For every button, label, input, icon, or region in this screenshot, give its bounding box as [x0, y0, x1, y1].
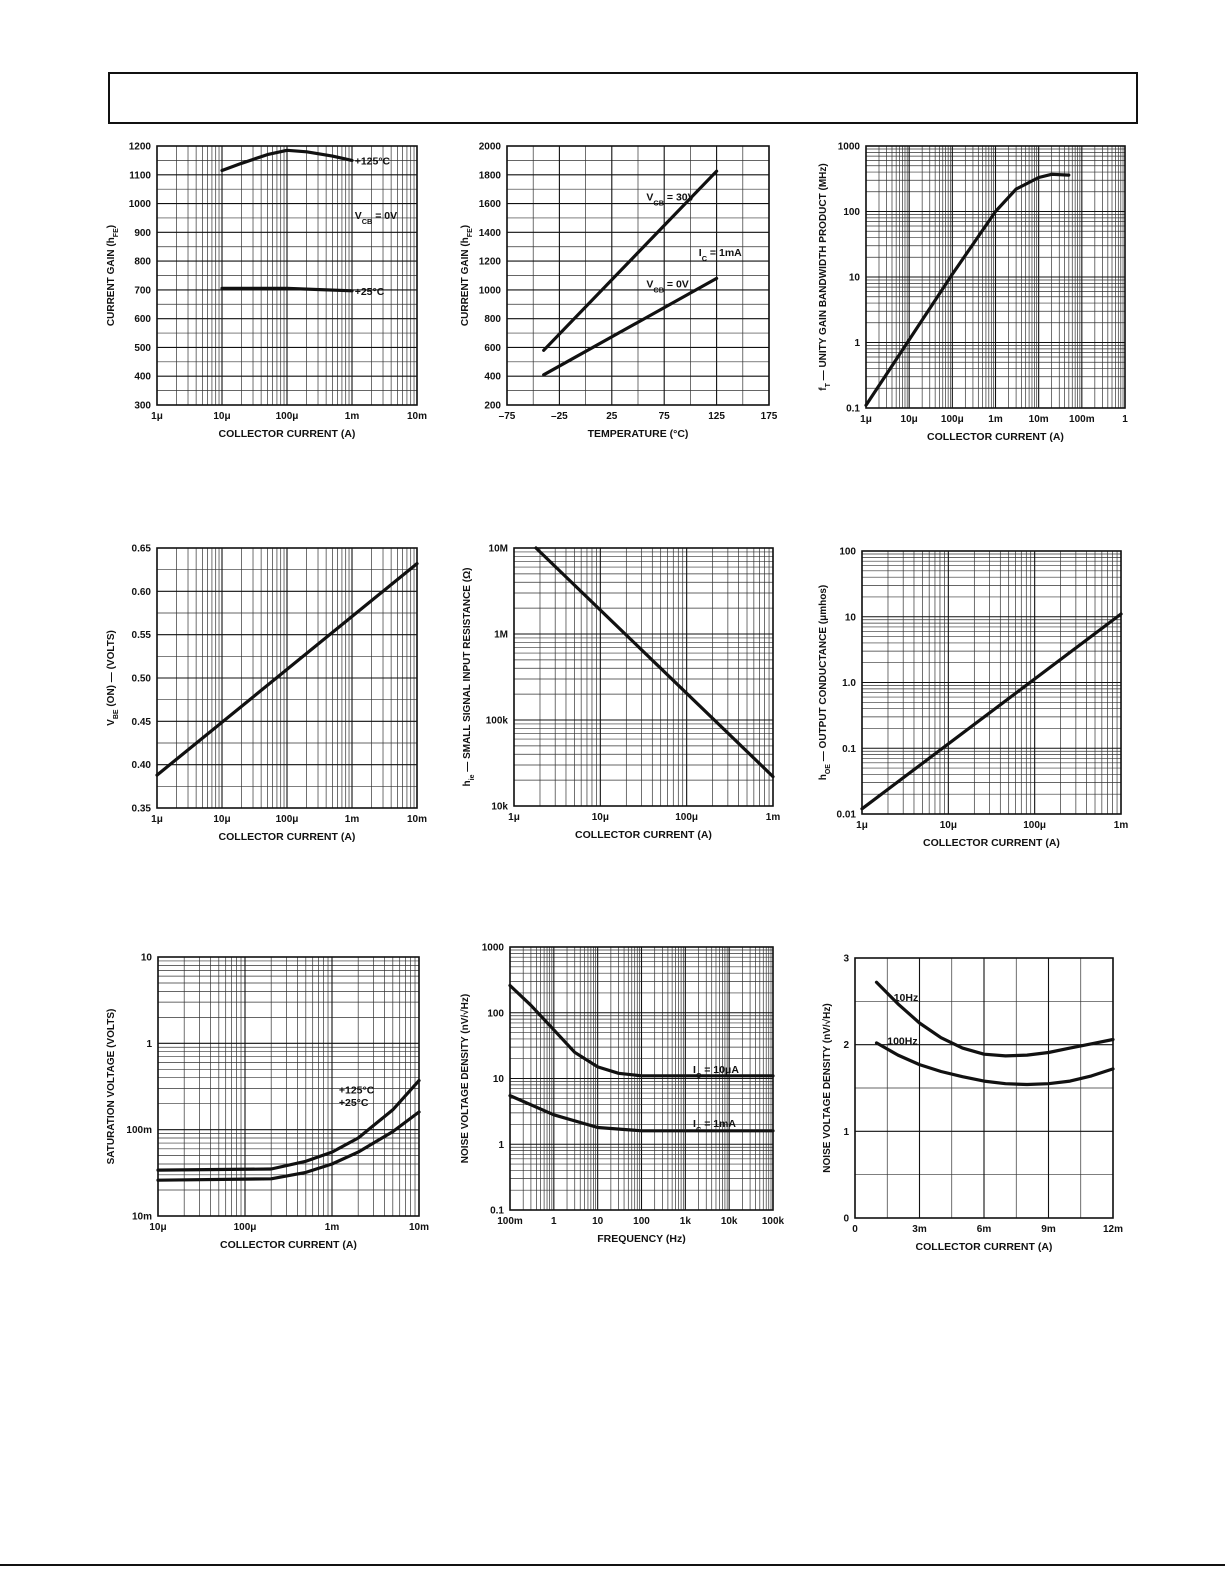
- y-axis-label: $h_{ie}$ — SMALL SIGNAL INPUT RESISTANCE (Ω): [462, 567, 476, 787]
- x-tick-label: 6m: [976, 1224, 992, 1235]
- x-tick-label: 75: [658, 411, 670, 422]
- y-tick-label: 0.1: [842, 743, 856, 755]
- y-tick-label: 1000: [837, 141, 860, 153]
- y-tick-label: 10: [848, 272, 860, 284]
- y-tick-label: 10k: [491, 801, 508, 813]
- annotation-ic-1ma: $I_C = 1mA$: [693, 1118, 737, 1134]
- x-tick-label: 100μ: [275, 814, 299, 825]
- y-tick-label: 3: [843, 953, 849, 965]
- x-tick-label: 100m: [497, 1216, 523, 1227]
- x-tick-label: 9m: [1041, 1224, 1056, 1235]
- x-axis-label: COLLECTOR CURRENT (A): [218, 428, 356, 440]
- x-tick-label: 10k: [720, 1216, 738, 1227]
- y-tick-label: 400: [134, 371, 151, 383]
- annotation-vcb-30v: $V_{CB} = 30V$: [646, 191, 695, 207]
- y-tick-label: 1200: [128, 141, 151, 153]
- y-tick-label: 1: [146, 1038, 152, 1050]
- x-tick-label: 0: [852, 1224, 858, 1235]
- x-tick-label: 3m: [912, 1224, 927, 1235]
- x-axis-label: COLLECTOR CURRENT (A): [220, 1239, 357, 1251]
- series-100hz: [877, 1043, 1114, 1085]
- x-tick-label: 1μ: [860, 414, 872, 425]
- y-tick-label: 0.50: [131, 673, 151, 685]
- x-tick-label: 100μ: [275, 411, 299, 422]
- y-axis-label: SATURATION VOLTAGE (VOLTS): [106, 1008, 117, 1165]
- y-tick-label: 0.1: [846, 403, 860, 415]
- x-tick-label: 1m: [988, 414, 1003, 425]
- x-tick-label: 175: [760, 411, 778, 422]
- y-tick-label: 400: [484, 371, 501, 383]
- y-axis-label: CURRENT GAIN $(h_{FE})$: [460, 224, 474, 327]
- x-tick-label: 10m: [1028, 414, 1049, 425]
- y-tick-label: 0.01: [836, 809, 856, 821]
- y-tick-label: 1: [498, 1139, 504, 1151]
- x-tick-label: 100k: [761, 1216, 785, 1227]
- y-tick-label: 200: [484, 400, 501, 412]
- x-tick-label: 10μ: [939, 820, 957, 831]
- y-tick-label: 0.65: [131, 543, 151, 555]
- y-tick-label: 1400: [478, 227, 501, 239]
- x-tick-label: 100μ: [233, 1222, 257, 1233]
- y-axis-label: NOISE VOLTAGE DENSITY (nV/√Hz): [460, 993, 471, 1164]
- x-tick-label: 1m: [344, 411, 360, 422]
- y-tick-label: 0.55: [131, 630, 151, 642]
- x-tick-label: 100μ: [1023, 820, 1047, 831]
- footer-rule: [0, 1564, 1225, 1566]
- y-tick-label: 600: [484, 342, 501, 354]
- x-tick-label: 10μ: [591, 812, 609, 823]
- x-tick-label: 10m: [408, 1222, 430, 1233]
- x-tick-label: 100m: [1069, 414, 1095, 425]
- annotation-25-c: +25°C: [354, 285, 385, 298]
- x-tick-label: 1: [551, 1216, 557, 1227]
- x-tick-label: 10m: [406, 411, 428, 422]
- annotation-ic-10-a: $I_C = 10\mu A$: [693, 1063, 739, 1080]
- y-tick-label: 1000: [481, 942, 504, 954]
- y-axis-label: $f_T$ — UNITY GAIN BANDWIDTH PRODUCT (MHz): [818, 163, 832, 391]
- x-axis-label: COLLECTOR CURRENT (A): [923, 837, 1060, 849]
- annotation-vcb-0v: $V_{CB} = 0V$: [354, 210, 398, 226]
- annotation-125-c: +125°C: [354, 155, 391, 168]
- y-tick-label: 800: [484, 314, 501, 326]
- y-tick-label: 600: [134, 314, 151, 326]
- x-tick-label: 1m: [765, 812, 781, 823]
- y-tick-label: 100: [487, 1008, 504, 1020]
- x-tick-label: 125: [708, 411, 725, 422]
- y-tick-label: 10: [844, 612, 856, 624]
- y-tick-label: 10: [140, 952, 152, 964]
- y-tick-label: 700: [134, 285, 151, 297]
- x-tick-label: –25: [551, 411, 568, 422]
- x-tick-label: 10μ: [149, 1222, 167, 1233]
- y-tick-label: 0: [843, 1213, 849, 1225]
- y-tick-label: 900: [134, 227, 151, 239]
- x-axis-label: COLLECTOR CURRENT (A): [927, 431, 1064, 443]
- x-tick-label: 100μ: [675, 812, 699, 823]
- y-tick-label: 1600: [478, 199, 501, 211]
- x-tick-label: 10μ: [213, 411, 231, 422]
- x-tick-label: 1μ: [508, 812, 520, 823]
- x-tick-label: 10μ: [900, 414, 918, 425]
- y-axis-label: NOISE VOLTAGE DENSITY (nV/√Hz): [822, 1003, 833, 1173]
- annotation-125-c: +125°C: [338, 1084, 375, 1097]
- annotation-10hz: 10Hz: [893, 992, 919, 1004]
- y-tick-label: 100: [839, 546, 856, 558]
- x-tick-label: 1μ: [856, 820, 868, 831]
- y-tick-label: 0.1: [490, 1205, 504, 1217]
- y-tick-label: 1200: [478, 256, 501, 268]
- y-tick-label: 1000: [478, 285, 501, 297]
- x-tick-label: 10μ: [213, 814, 231, 825]
- x-tick-label: 1m: [1113, 820, 1129, 831]
- y-tick-label: 1.0: [842, 678, 856, 689]
- y-tick-label: 10: [492, 1074, 504, 1085]
- y-tick-label: 100m: [126, 1125, 152, 1137]
- y-tick-label: 2000: [478, 141, 501, 153]
- x-axis-label: TEMPERATURE (°C): [587, 428, 689, 440]
- y-axis-label: $V_{BE}$ (ON) — (VOLTS): [106, 630, 120, 726]
- y-axis-label: CURRENT GAIN $(h_{FE})$: [106, 224, 120, 327]
- y-tick-label: 2: [843, 1040, 849, 1052]
- x-axis-label: COLLECTOR CURRENT (A): [575, 829, 712, 841]
- x-tick-label: 1k: [679, 1216, 691, 1227]
- x-tick-label: 1m: [344, 814, 360, 825]
- x-tick-label: 25: [606, 411, 618, 422]
- x-tick-label: 1μ: [151, 411, 163, 422]
- annotation-25-c: +25°C: [338, 1096, 369, 1109]
- annotation-vcb-0v: $V_{CB} = 0V$: [646, 278, 689, 294]
- y-tick-label: 0.35: [131, 803, 151, 815]
- y-tick-label: 500: [134, 342, 151, 354]
- annotation-ic-1ma: $I_C = 1mA$: [698, 246, 742, 263]
- x-axis-label: FREQUENCY (Hz): [597, 1233, 686, 1245]
- y-tick-label: 1: [843, 1126, 849, 1138]
- y-tick-label: 1000: [128, 199, 151, 211]
- y-tick-label: 100: [843, 207, 860, 218]
- y-tick-label: 800: [134, 256, 151, 268]
- annotation-100hz: 100Hz: [887, 1035, 918, 1048]
- x-axis-label: COLLECTOR CURRENT (A): [218, 831, 356, 843]
- y-tick-label: 1100: [129, 170, 151, 182]
- x-axis-label: COLLECTOR CURRENT (A): [915, 1241, 1053, 1253]
- x-tick-label: 10: [592, 1216, 604, 1227]
- y-tick-label: 1: [854, 338, 860, 349]
- x-tick-label: –75: [498, 411, 516, 422]
- y-tick-label: 10M: [488, 543, 508, 555]
- x-tick-label: 10m: [406, 814, 428, 825]
- y-axis-label: $h_{OE}$ — OUTPUT CONDUCTANCE (μmhos): [818, 584, 832, 781]
- x-tick-label: 12m: [1102, 1224, 1124, 1235]
- x-tick-label: 1μ: [151, 814, 163, 825]
- y-tick-label: 100k: [485, 715, 508, 727]
- y-tick-label: 10m: [131, 1211, 152, 1223]
- x-tick-label: 100: [633, 1216, 650, 1227]
- x-tick-label: 1m: [324, 1222, 340, 1233]
- y-tick-label: 1M: [494, 629, 508, 641]
- y-tick-label: 0.60: [131, 586, 151, 598]
- x-tick-label: 1: [1122, 414, 1128, 425]
- y-tick-label: 300: [134, 400, 151, 412]
- x-tick-label: 100μ: [940, 414, 964, 425]
- y-tick-label: 0.40: [131, 760, 151, 772]
- y-tick-label: 0.45: [131, 716, 151, 728]
- y-tick-label: 1800: [478, 170, 501, 182]
